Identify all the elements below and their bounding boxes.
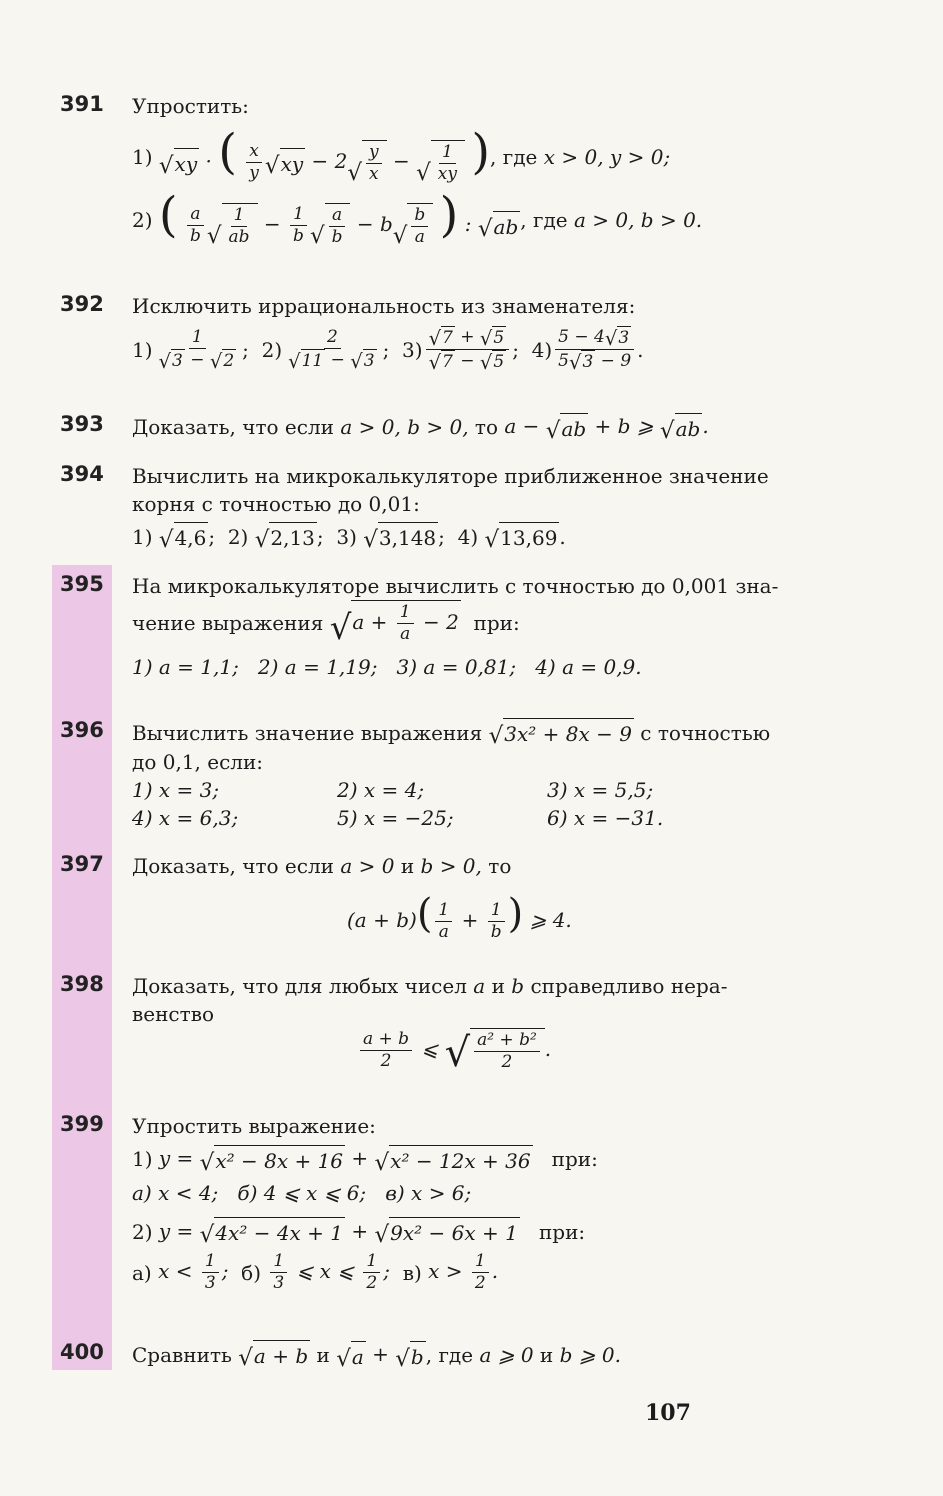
problem-number: 397 — [60, 852, 104, 876]
problem-396 — [52, 718, 872, 830]
problem-398 — [52, 972, 872, 1092]
problem-body: Вычислить на микрокалькуляторе приближенное значение корня с точностью до 0,01: 1) √ 4,6 ; 2) √ 2,13 ; 3) √ 3,148 ; 4) √ 13,69 . — [132, 464, 769, 553]
problem-399 — [52, 1112, 872, 1322]
expression-399-1: y = √ x² − 8x + 16 + √ x² − 12x + 36 — [158, 1146, 531, 1176]
expression-391-1: √ xy · ( $\frac{x}{y}$ √ xy − 2 √ $\frac{y}{x}$ − √ $\frac{1}{xy}$ ) — [158, 124, 491, 186]
problem-number: 393 — [60, 412, 104, 436]
problem-title: Исключить иррациональность из знаменателя: — [132, 294, 636, 318]
problem-number: 396 — [60, 718, 104, 742]
answers-grid: 1) x = 3; 2) x = 4; 3) x = 5,5; 4) x = 6,3; 5) x = −25; 6) x = −31. — [132, 778, 664, 830]
problem-body — [132, 292, 872, 373]
problem-body: Сравнить √ a + b и √ a + √ b , где a ⩾ 0 и b ⩾ 0. — [132, 1342, 621, 1372]
problem-body: Доказать, что если a > 0, b > 0, то a − √ ab + b ⩾ √ ab . — [132, 414, 709, 444]
expression-391-2: ( $\frac{a}{b}$ √ $\frac{1}{ab}$ − $\frac{1}{b}$ √ $\frac{a}{b}$ − b √ $\frac{b}{a}$ ) : √ ab — [158, 187, 519, 249]
expression-399-2: y = √ 4x² − 4x + 1 + √ 9x² − 6x + 1 — [158, 1218, 518, 1248]
problem-body: Упростить выражение: 1) y = √ x² − 8x + 16 + √ x² − 12x + 36 при: а) x < 4; б) 4 ⩽ x ⩽ 6; в) x > 6; 2) y = √ 4x² − 4x + 1 + √ 9x² − 6x + 1 при: а) x < $\frac{1}{3}$ ; б) $\frac{1}{3}$ ⩽ x ⩽ $\frac{1}{2}$ ; в) x > $\frac{1}{2}$ . — [132, 1112, 872, 1294]
problem-395 — [52, 572, 872, 702]
problem-body: Доказать, что для любых чисел a и b справедливо нера- венство $\frac{a + b}{2}$ ⩽ √ $\frac{\text{a² + b²}}{2}$ . — [132, 972, 872, 1073]
problem-number: 394 — [60, 462, 104, 486]
problem-392 — [52, 292, 872, 392]
problem-body: Доказать, что если a > 0 и b > 0, то (a + b)( $\frac{1}{a}$ + $\frac{1}{b}$ ) ⩾ 4. — [132, 852, 872, 943]
problem-number: 400 — [60, 1340, 104, 1364]
problem-number: 399 — [60, 1112, 104, 1136]
problem-397 — [52, 852, 872, 962]
expression-397: (a + b)( $\frac{1}{a}$ + $\frac{1}{b}$ ) ⩾ 4. — [347, 891, 572, 942]
problem-body: Вычислить значение выражения √ 3x² + 8x − 9 с точностью до 0,1, если: 1) x = 3; 2) x = 4; 3) x = 5,5; 4) x = 6,3; 5) x = −25; 6) x = −31. — [132, 718, 872, 832]
problem-number: 395 — [60, 572, 104, 596]
expression-line-2: 2) ( $\frac{a}{b}$ √ $\frac{1}{ab}$ − $\frac{1}{b}$ √ $\frac{a}{b}$ − b √ $\frac{b}{a}$ ) : √ ab , где a > 0, b > 0. — [132, 187, 703, 249]
problem-number: 391 — [60, 92, 104, 116]
expression-398: $\frac{a + b}{2}$ ⩽ √ $\frac{\text{a² + b²}}{2}$ . — [357, 1028, 872, 1073]
problem-400 — [52, 1340, 872, 1374]
problem-number: 398 — [60, 972, 104, 996]
problem-394 — [52, 462, 872, 558]
problem-391 — [52, 92, 872, 282]
problem-body — [132, 92, 872, 248]
problem-body: На микрокалькуляторе вычислить с точностью до 0,001 зна- чение выражения √ a + $\frac{1}{a}$ − 2 при: 1) a = 1,1; 2) a = 1,19; 3) a = 0,81; 4) a = 0,9. — [132, 572, 872, 681]
problem-title: Упростить: — [132, 94, 249, 118]
expression-396: √ 3x² + 8x − 9 — [489, 718, 634, 748]
problem-393 — [52, 412, 872, 446]
items-line: 1) 1 √ 3 − √ 2 ; 2) 2 √ 11 − √ 3 ; 3) √ 7 + √ 5 √ 7 − √ 5 ; 4) 5 − 4 √ 3 5 √ 3 − 9 . — [132, 327, 644, 375]
problem-number: 392 — [60, 292, 104, 316]
expression-395: √ a + $\frac{1}{a}$ − 2 — [329, 602, 459, 648]
problem-title: Упростить выражение: — [132, 1114, 376, 1138]
answers-line: 1) a = 1,1; 2) a = 1,19; 3) a = 0,81; 4) a = 0,9. — [132, 655, 642, 679]
expression-393: a − √ ab + b ⩾ √ ab . — [504, 414, 709, 444]
expression-line-1: 1) √ xy · ( $\frac{x}{y}$ √ xy − 2 √ $\frac{y}{x}$ − √ $\frac{1}{xy}$ ) , где x > 0, y > 0; — [132, 124, 671, 186]
page-number: 107 — [645, 1400, 691, 1426]
